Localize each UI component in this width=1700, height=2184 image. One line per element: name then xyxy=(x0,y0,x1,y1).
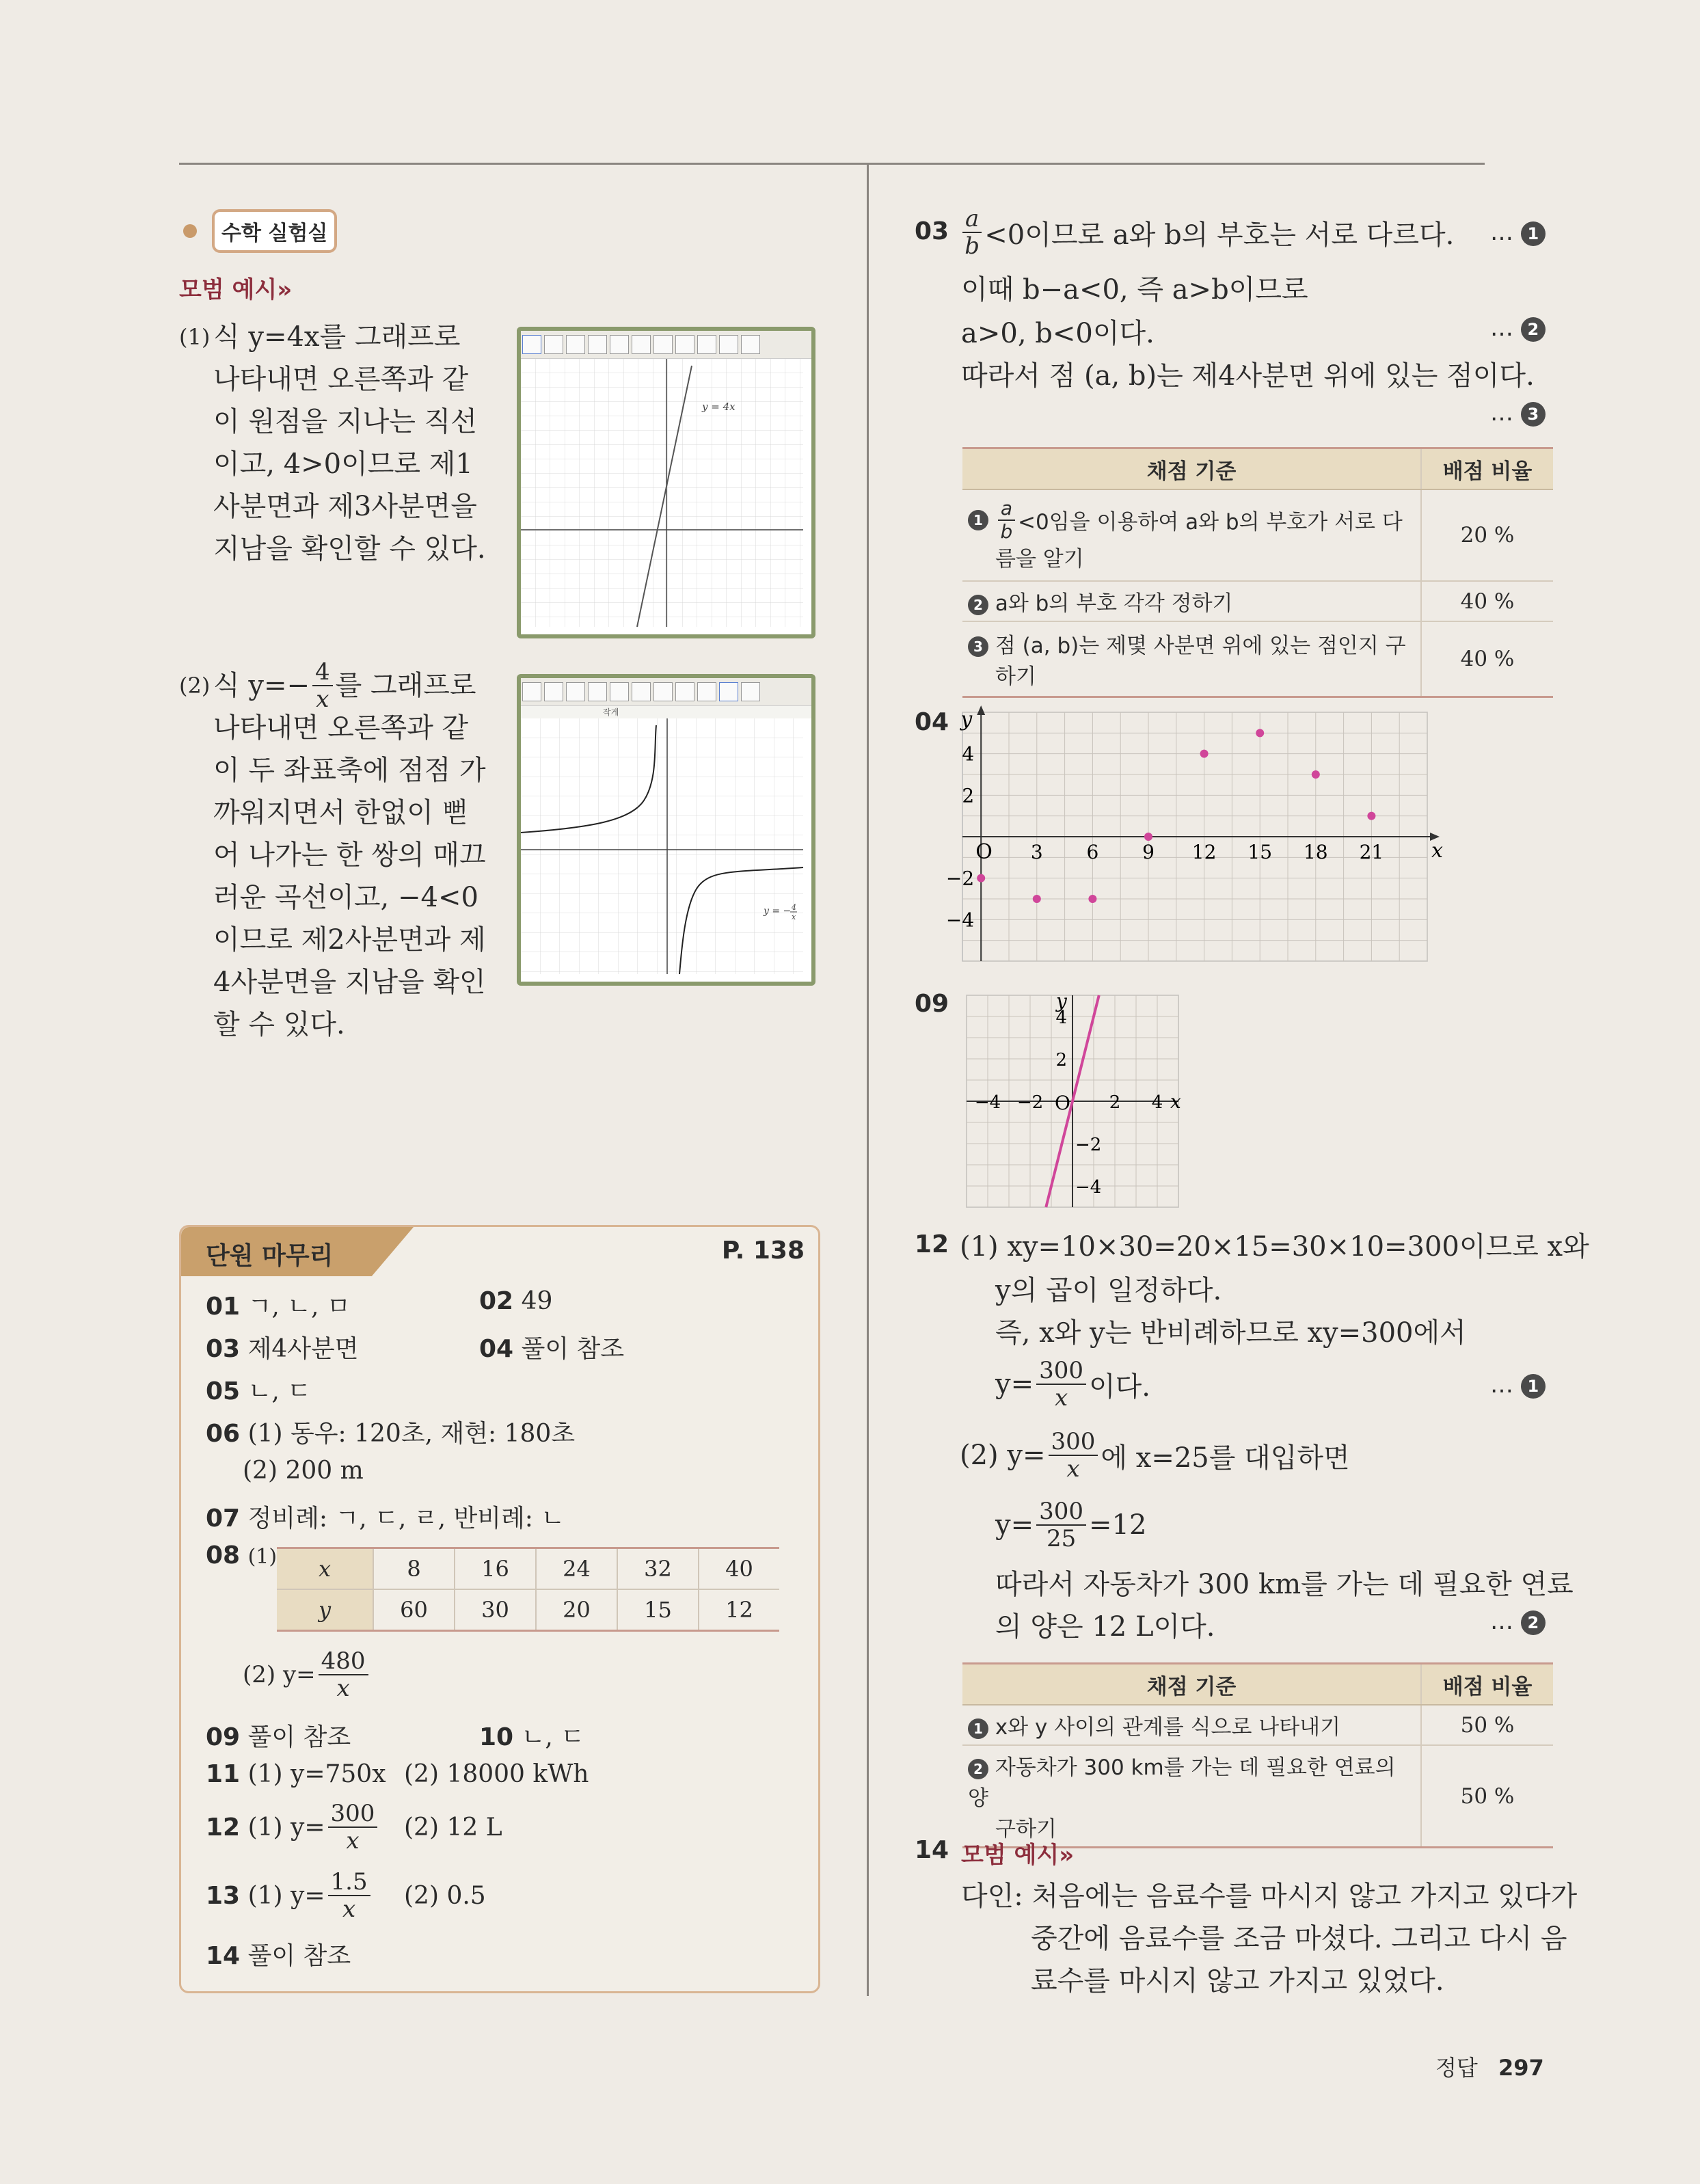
data-point xyxy=(977,874,985,882)
answer-text: ㄱ, ㄴ, ㅁ xyxy=(247,1293,351,1321)
graph-1-label: y = 4x xyxy=(702,401,736,413)
question-number: 14 xyxy=(915,1836,949,1864)
answer-number: 09 xyxy=(206,1723,241,1751)
bullet-dot-icon xyxy=(183,224,197,238)
q14-line-1: 다인: 처음에는 음료수를 마시지 않고 가지고 있다가 xyxy=(961,1880,1578,1912)
top-rule xyxy=(179,163,1485,165)
circle-tool-icon[interactable] xyxy=(632,682,651,701)
answer-number: 12 xyxy=(206,1813,241,1842)
data-point xyxy=(1367,812,1375,820)
q14-line-3: 료수를 마시지 않고 가지고 있었다. xyxy=(1031,1965,1444,1997)
answer-text: ㄴ, ㄷ xyxy=(247,1377,312,1405)
text-line: 할 수 있다. xyxy=(213,1009,345,1040)
x-axis-label: x xyxy=(1431,839,1443,863)
text-line: 러운 곡선이고, −4<0 xyxy=(213,882,478,913)
answer-text: (1) y=750x xyxy=(247,1760,386,1788)
x-tick-label: 15 xyxy=(1247,841,1273,863)
answer-number: 04 xyxy=(479,1335,514,1363)
answer-text: (2) 200 m xyxy=(243,1457,364,1485)
y-tick-label: 2 xyxy=(962,784,975,807)
y-tick-label: −2 xyxy=(945,867,975,890)
scoring-ratio: 50 % xyxy=(1421,1745,1553,1848)
y-tick-label: 4 xyxy=(1055,1008,1067,1028)
answer-text: (2) 18000 kWh xyxy=(404,1760,589,1788)
text-line: 4사분면을 지남을 확인 xyxy=(213,967,486,998)
q03-line-2: 이때 b−a<0, 즉 a>b이므로 xyxy=(961,274,1308,306)
step-marker-3: … 3 xyxy=(1490,399,1546,427)
example-label: 모범 예시» xyxy=(179,276,293,304)
text-line: 어 나가는 한 쌍의 매끄 xyxy=(213,839,486,871)
text-line: 지남을 확인할 수 있다. xyxy=(213,533,486,565)
scoring-ratio: 50 % xyxy=(1421,1705,1553,1745)
table-header-x: x xyxy=(277,1548,373,1590)
scoring-header-ratio: 배점 비율 xyxy=(1421,448,1553,490)
answer-text: (2) 0.5 xyxy=(404,1882,486,1910)
data-point xyxy=(1033,895,1041,903)
move-tool-icon[interactable] xyxy=(741,682,760,701)
table-cell: 15 xyxy=(617,1589,699,1631)
text-line: 를 그래프로 xyxy=(335,670,476,701)
line-tool-icon[interactable] xyxy=(566,682,585,701)
text-line: 사분면과 제3사분면을 xyxy=(213,491,477,522)
scoring-criterion: 2 a와 b의 부호 각각 정하기 xyxy=(962,581,1421,621)
answer-text: (1) y= xyxy=(247,1813,325,1842)
data-point xyxy=(1256,729,1264,737)
q03-scoring-table xyxy=(962,447,1553,698)
column-divider xyxy=(867,164,869,1996)
data-point xyxy=(1144,833,1152,841)
graph-2-label-den: x xyxy=(792,913,796,921)
answer-number: 08 xyxy=(206,1541,241,1569)
scoring-ratio: 40 % xyxy=(1421,621,1553,697)
x-tick-label: 2 xyxy=(1109,1092,1121,1113)
step-marker-2: … 2 xyxy=(1490,1608,1546,1635)
x-tick-label: 4 xyxy=(1151,1092,1163,1113)
table-cell: 30 xyxy=(455,1589,536,1631)
answer-text: 풀이 참조 xyxy=(247,1723,351,1751)
graph-toolbar xyxy=(521,331,811,359)
summary-page: P. 138 xyxy=(721,1237,805,1265)
question-number: 12 xyxy=(915,1230,949,1258)
fraction: $\frac{a}{b}$ xyxy=(998,499,1015,541)
fraction: $\frac{a}{b}$ xyxy=(962,207,982,258)
item-number: (1) xyxy=(179,324,211,350)
answer-text: (1) 동우: 120초, 재현: 180초 xyxy=(247,1420,576,1448)
answer-text: ㄴ, ㄷ xyxy=(521,1723,585,1751)
q12-line-1: (1) xy=10×30=20×15=30×10=300이므로 x와 xyxy=(960,1231,1589,1263)
step-marker-1: … 1 xyxy=(1490,1371,1546,1399)
q03-line-1: $\frac{a}{b}$ <0이므로 a와 b의 부호는 서로 다르다. xyxy=(960,205,1454,260)
fraction: $\frac{300}{x}$ xyxy=(1049,1430,1098,1481)
pointer-tool-icon[interactable] xyxy=(522,335,541,354)
text-line: 이고, 4>0이므로 제1 xyxy=(213,448,473,480)
text-line: 식 y=4x를 그래프로 xyxy=(213,321,461,353)
answer-text: 제4사분면 xyxy=(247,1335,359,1363)
scoring-criterion: 1 x와 y 사이의 관계를 식으로 나타내기 xyxy=(962,1705,1421,1745)
page-number: 297 xyxy=(1498,2055,1544,2081)
answer-number: 13 xyxy=(206,1881,241,1910)
perpendicular-tool-icon[interactable] xyxy=(588,682,607,701)
point-tool-icon[interactable] xyxy=(544,335,563,354)
answer-text: 풀이 참조 xyxy=(247,1942,351,1970)
question-number: 09 xyxy=(915,990,949,1018)
double-chevron-icon: » xyxy=(1059,1842,1075,1869)
answer-number: 10 xyxy=(479,1723,514,1751)
answer-number: 07 xyxy=(206,1505,241,1533)
polygon-tool-icon[interactable] xyxy=(610,682,629,701)
data-point xyxy=(1312,770,1320,779)
graph-2-label-num: 4 xyxy=(792,903,796,912)
lab-badge-area xyxy=(183,209,337,253)
x-tick-label: −2 xyxy=(1016,1092,1044,1113)
answer-text: 정비례: ㄱ, ㄷ, ㄹ, 반비례: ㄴ xyxy=(247,1505,565,1533)
reflect-tool-icon[interactable] xyxy=(697,335,716,354)
scoring-criterion: 2 자동차가 300 km를 가는 데 필요한 연료의 양 구하기 xyxy=(962,1745,1421,1848)
data-point xyxy=(1088,895,1096,903)
table-cell: 8 xyxy=(373,1548,455,1590)
table-header-y: y xyxy=(277,1589,373,1631)
answer-number: 05 xyxy=(206,1377,241,1405)
q12-line-7: 따라서 자동차가 300 km를 가는 데 필요한 연료 xyxy=(995,1569,1574,1600)
table-cell: 60 xyxy=(373,1589,455,1631)
table-cell: 32 xyxy=(617,1548,699,1590)
answer-number: 01 xyxy=(206,1293,241,1321)
text-line: 이 두 좌표축에 점점 가 xyxy=(213,755,486,786)
text-line: 나타내면 오른쪽과 같 xyxy=(213,712,469,744)
footer xyxy=(1435,2051,1544,2082)
lab-badge: 수학 실험실 xyxy=(212,209,337,253)
origin-label: O xyxy=(975,840,993,864)
scoring-ratio: 40 % xyxy=(1421,581,1553,621)
table-cell: 20 xyxy=(536,1589,617,1631)
answer-text: 49 xyxy=(521,1287,553,1315)
q04-coordinate-plane xyxy=(945,704,1449,978)
y-tick-label: 2 xyxy=(1055,1050,1067,1070)
graph-toolbar xyxy=(521,678,811,706)
x-tick-label: 9 xyxy=(1142,841,1155,863)
move-tool-icon[interactable] xyxy=(741,335,760,354)
ellipse-tool-icon[interactable] xyxy=(653,682,673,701)
graph-1-canvas xyxy=(521,359,803,627)
x-axis-label: x xyxy=(1170,1090,1181,1113)
graph-2-canvas xyxy=(521,718,803,974)
graph-2-label: y = − xyxy=(764,906,792,917)
answer-text: (2) 12 L xyxy=(404,1814,502,1842)
x-tick-label: 18 xyxy=(1303,841,1328,863)
q12-line-8: 의 양은 12 L이다. xyxy=(995,1611,1215,1643)
fraction: $\frac{300}{x}$ xyxy=(1036,1359,1086,1410)
angle-tool-icon[interactable] xyxy=(675,335,694,354)
step-marker-1: … 1 xyxy=(1490,219,1546,246)
q14-line-2: 중간에 음료수를 조금 마셨다. 그리고 다시 음 xyxy=(1031,1923,1567,1954)
circle-tool-icon[interactable] xyxy=(632,335,651,354)
unit-summary-box xyxy=(179,1225,820,1993)
angle-tool-icon[interactable] xyxy=(675,682,694,701)
q12-line-5: (2) y= $\frac{300}{x}$ 에 x=25를 대입하면 xyxy=(960,1428,1350,1483)
double-chevron-icon: » xyxy=(277,276,293,304)
step-marker-2: … 2 xyxy=(1490,314,1546,342)
x-tick-label: 3 xyxy=(1030,841,1043,863)
slider-tool-icon[interactable] xyxy=(719,335,738,354)
scoring-header-ratio: 배점 비율 xyxy=(1421,1664,1553,1706)
answer-number: 02 xyxy=(479,1287,514,1315)
question-number: 03 xyxy=(915,217,949,245)
scoring-criterion: 1 $\frac{a}{b}$ <0임을 이용하여 a와 b의 부호가 서로 다 름을 알기 xyxy=(962,489,1421,581)
origin-label: O xyxy=(1055,1092,1070,1114)
perpendicular-tool-icon[interactable] xyxy=(588,335,607,354)
y-axis-label: y xyxy=(1056,990,1067,1012)
answer-number: 06 xyxy=(206,1420,241,1448)
fraction: $\frac{300}{25}$ xyxy=(1036,1500,1086,1550)
answer-number: 03 xyxy=(206,1335,241,1363)
y-tick-label: −4 xyxy=(1075,1177,1102,1198)
scoring-ratio: 20 % xyxy=(1421,489,1553,581)
style-bar: 작게 xyxy=(521,706,811,718)
text-line: 까워지면서 한없이 뻗 xyxy=(213,797,469,828)
y-tick-label: 4 xyxy=(962,742,975,766)
q12-line-2: y의 곱이 일정하다. xyxy=(995,1275,1222,1306)
scoring-header-criteria: 채점 기준 xyxy=(962,1664,1421,1706)
y-axis-label: y xyxy=(960,707,973,731)
text-line: 나타내면 오른쪽과 같 xyxy=(213,364,469,395)
ellipse-tool-icon[interactable] xyxy=(653,335,673,354)
q09-graph xyxy=(957,991,1189,1217)
q03-line-3: a>0, b<0이다. xyxy=(961,318,1155,349)
q12-line-4: y= $\frac{300}{x}$ 이다. xyxy=(995,1357,1151,1412)
example-label: 모범 예시» xyxy=(961,1842,1075,1869)
proportion-table xyxy=(277,1547,779,1632)
scoring-header-criteria: 채점 기준 xyxy=(962,448,1421,490)
q12-scoring-table xyxy=(962,1662,1553,1848)
reflect-tool-icon[interactable] xyxy=(697,682,716,701)
x-tick-label: 12 xyxy=(1191,841,1217,863)
q12-line-6: y= $\frac{300}{25}$ =12 xyxy=(995,1498,1147,1552)
y-tick-label: −4 xyxy=(945,908,975,932)
x-tick-label: 6 xyxy=(1086,841,1099,863)
table-cell: 40 xyxy=(699,1548,779,1590)
point-tool-icon[interactable] xyxy=(544,682,563,701)
answer-number: 14 xyxy=(206,1942,241,1970)
table-cell: 24 xyxy=(536,1548,617,1590)
fraction: $\frac{480}{x}$ xyxy=(319,1649,368,1700)
text-line: 식 y=− xyxy=(213,670,310,701)
table-cell: 12 xyxy=(699,1589,779,1631)
x-tick-label: 21 xyxy=(1359,841,1384,863)
pointer-tool-icon[interactable] xyxy=(522,682,541,701)
answer-08-2: (2) y= $\frac{480}{x}$ xyxy=(243,1649,371,1700)
answer-text: 풀이 참조 xyxy=(521,1335,625,1363)
answer-text: (1) xyxy=(247,1545,278,1569)
polygon-tool-icon[interactable] xyxy=(610,335,629,354)
line-tool-icon[interactable] xyxy=(566,335,585,354)
y-tick-label: −2 xyxy=(1075,1135,1102,1155)
scoring-criterion: 3 점 (a, b)는 제몇 사분면 위에 있는 점인지 구 하기 xyxy=(962,621,1421,697)
text-line: 이므로 제2사분면과 제 xyxy=(213,924,486,956)
x-tick-label: −4 xyxy=(974,1092,1001,1113)
answer-number: 11 xyxy=(206,1760,241,1788)
text-tool-icon[interactable] xyxy=(719,682,738,701)
graph-window-2 xyxy=(517,674,815,986)
text-line: 이 원점을 지나는 직선 xyxy=(213,406,477,437)
item-number: (2) xyxy=(179,673,211,699)
footer-label: 정답 xyxy=(1435,2055,1478,2081)
data-point xyxy=(1200,750,1209,758)
question-number: 04 xyxy=(915,708,949,736)
summary-title: 단원 마무리 xyxy=(206,1242,334,1270)
fraction: $\frac{1.5}{x}$ xyxy=(328,1870,370,1921)
fraction: $\frac{4}{x}$ xyxy=(312,660,333,711)
table-cell: 16 xyxy=(455,1548,536,1590)
y-axis-arrow-icon xyxy=(977,705,985,715)
q12-line-3: 즉, x와 y는 반비례하므로 xy=300에서 xyxy=(995,1317,1466,1349)
graph-window-1 xyxy=(517,327,815,638)
fraction: $\frac{300}{x}$ xyxy=(328,1802,378,1852)
q03-line-4: 따라서 점 (a, b)는 제4사분면 위에 있는 점이다. xyxy=(961,360,1535,392)
answer-text: (1) y= xyxy=(247,1881,325,1910)
